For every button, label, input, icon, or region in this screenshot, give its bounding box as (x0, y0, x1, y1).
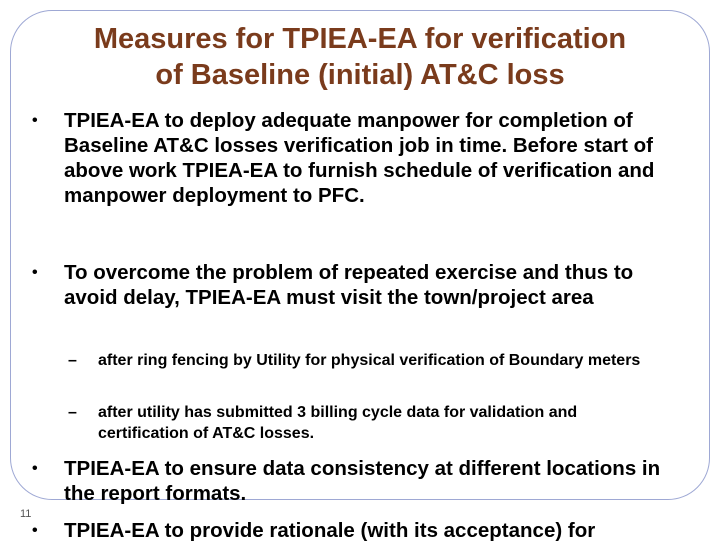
sub-bullet-text: after ring fencing by Utility for physical verification of Boundary meters (98, 352, 641, 369)
bullet-item (32, 518, 692, 543)
sub-bullet-item (68, 350, 668, 371)
slide-title-line-1: Measures for TPIEA-EA for verification (93, 23, 627, 55)
sub-bullet-text: after utility has submitted 3 billing cycle data for validation and certification of AT&C losses. (98, 404, 578, 442)
bullet-marker: • (32, 460, 38, 477)
bullet-marker: • (32, 522, 38, 539)
bullet-text: TPIEA-EA to ensure data consistency at different locations in the report formats. (64, 457, 661, 505)
bullet-text: To overcome the problem of repeated exercise and thus to avoid delay, TPIEA-EA must visit the town/project area (64, 261, 634, 309)
sub-bullet-marker: – (68, 404, 77, 421)
bullet-item (32, 108, 692, 208)
bullet-marker: • (32, 112, 38, 129)
bullet-item (32, 456, 692, 506)
sub-bullet-item (68, 402, 668, 444)
bullet-marker: • (32, 264, 38, 281)
bullet-text: TPIEA-EA to deploy adequate manpower for completion of Baseline AT&C losses verification job in time. Before start of above work TPIEA-EA to furnish schedule of verification and manpower deployment to PFC. (64, 109, 655, 207)
page-number: 11 (20, 508, 32, 520)
bullet-text: TPIEA-EA to provide rationale (with its acceptance) for (64, 519, 596, 542)
sub-bullet-marker: – (68, 352, 77, 369)
bullet-item (32, 260, 692, 310)
slide-title-line-2: of Baseline (initial) AT&C loss (155, 59, 565, 91)
